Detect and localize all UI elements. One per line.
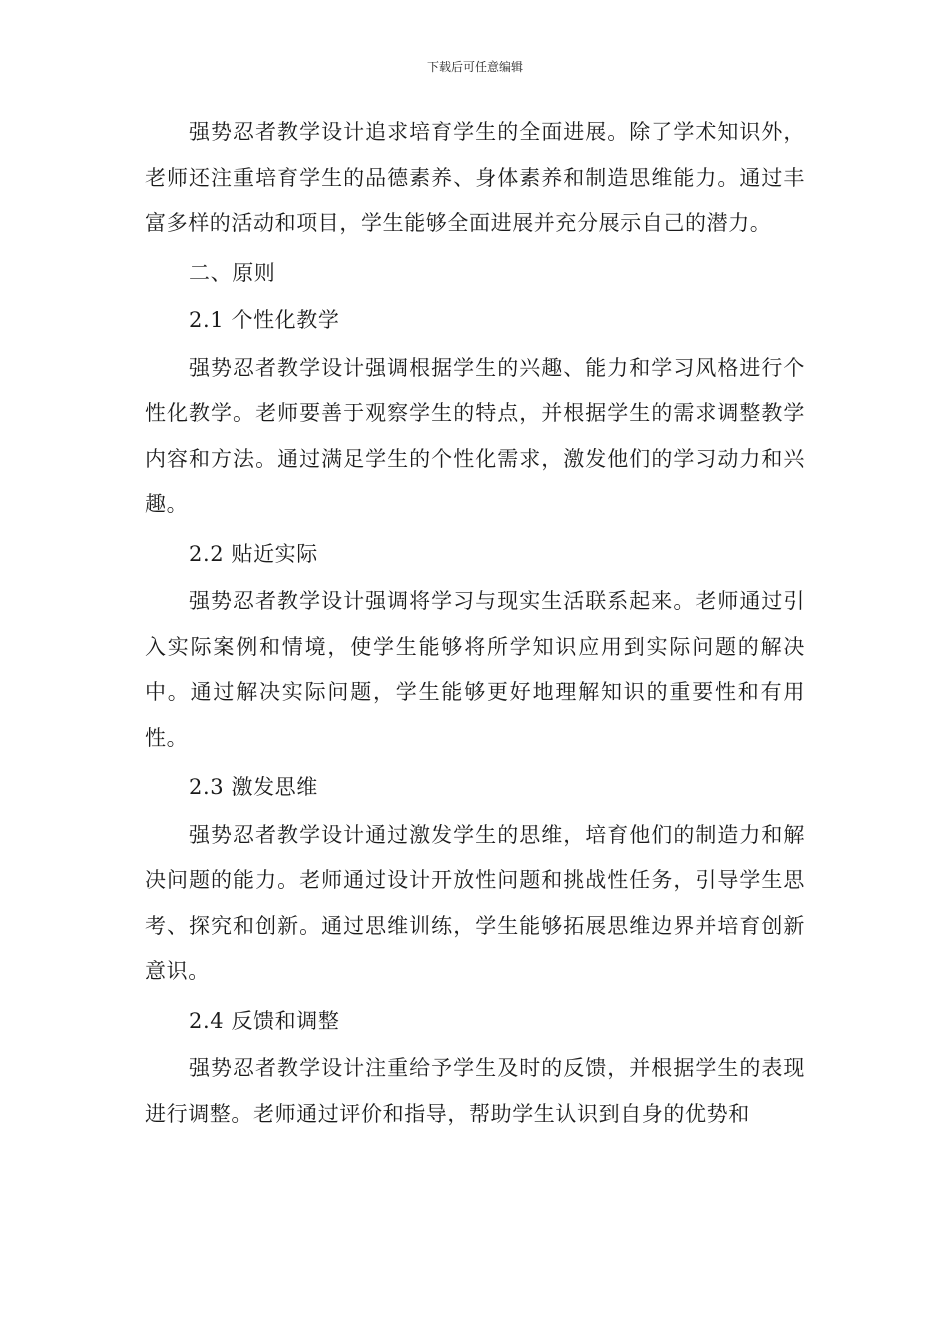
document-body (145, 110, 805, 1137)
header-note: 下载后可任意编辑 (426, 60, 523, 74)
subsection-title-2-2: 2.2 贴近实际 (189, 541, 318, 566)
subsection-body-2-1: 强势忍者教学设计强调根据学生的兴趣、能力和学习风格进行个性化教学。老师要善于观察学生的特点，并根据学生的需求调整教学内容和方法。通过满足学生的个性化需求，激发他们的学习动力和兴趣。 (145, 355, 805, 516)
intro-paragraph: 强势忍者教学设计追求培育学生的全面进展。除了学术知识外，老师还注重培育学生的品德素养、身体素养和制造思维能力。通过丰富多样的活动和项目，学生能够全面进展并充分展示自己的潜力。 (145, 120, 805, 235)
subsection-body-2-4: 强势忍者教学设计注重给予学生及时的反馈，并根据学生的表现进行调整。老师通过评价和指导，帮助学生认识到自身的优势和 (145, 1056, 805, 1126)
subsection-body-2-2: 强势忍者教学设计强调将学习与现实生活联系起来。老师通过引入实际案例和情境，使学生能够将所学知识应用到实际问题的解决中。通过解决实际问题，学生能够更好地理解知识的重要性和有用性。 (145, 589, 805, 750)
subsection-title-2-4: 2.4 反馈和调整 (189, 1008, 340, 1033)
subsection-title-2-1: 2.1 个性化教学 (189, 308, 340, 332)
subsection-body-2-3: 强势忍者教学设计通过激发学生的思维，培育他们的制造力和解决问题的能力。老师通过设计开放性问题和挑战性任务，引导学生思考、探究和创新。通过思维训练，学生能够拓展思维边界并培育创新意识。 (145, 822, 805, 983)
subsection-title-2-3: 2.3 激发思维 (189, 775, 318, 799)
section-title: 二、原则 (189, 260, 276, 285)
